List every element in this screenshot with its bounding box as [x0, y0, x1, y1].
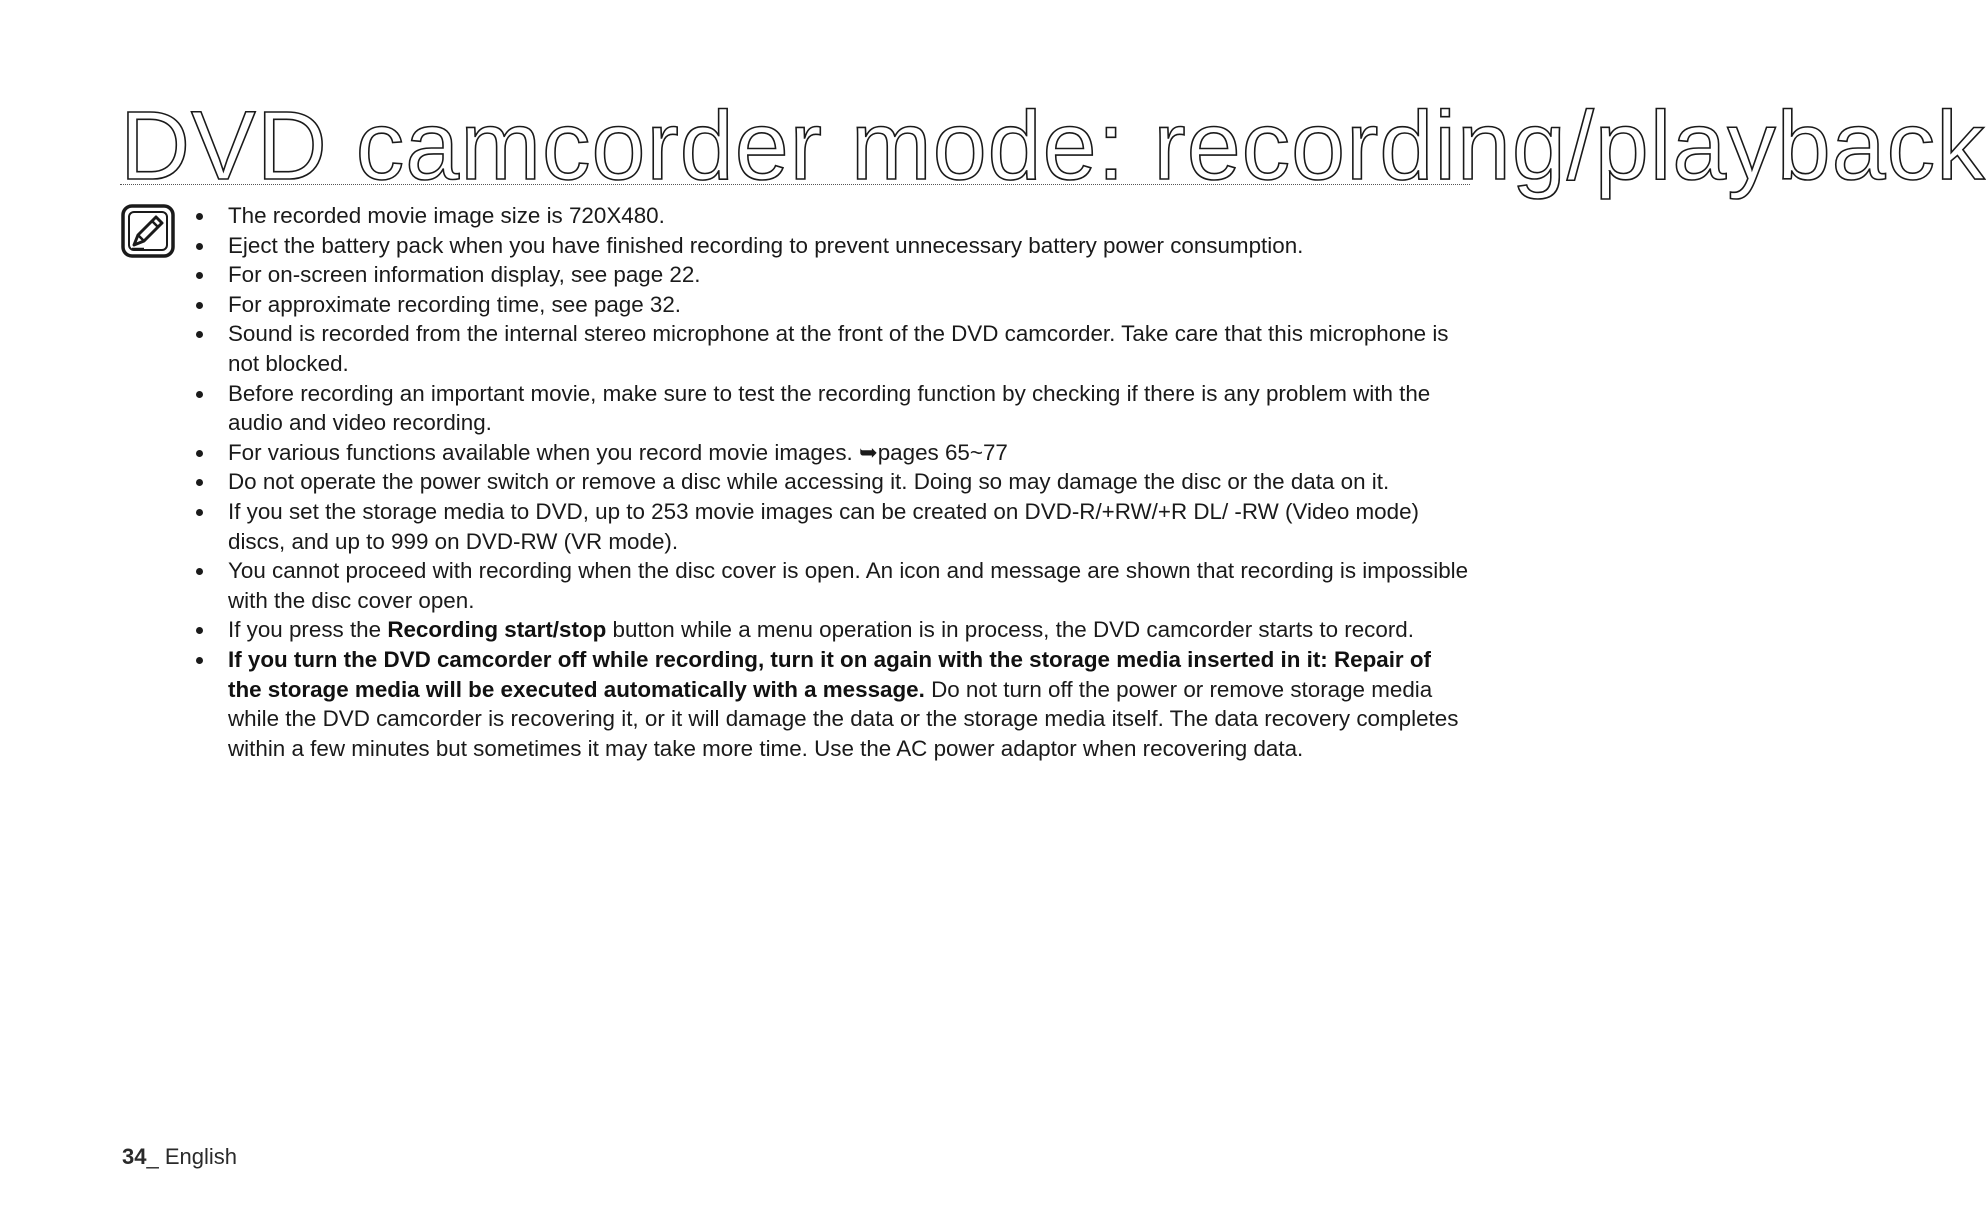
bullet-dot-icon — [196, 243, 203, 250]
list-item — [180, 260, 1470, 290]
bullet-dot-icon — [196, 509, 203, 516]
note-text-bold: Recording start/stop — [387, 617, 607, 643]
bullet-dot-icon — [196, 302, 203, 309]
page-number: 34 — [122, 1144, 147, 1169]
note-text-bold: If you turn the DVD camcorder off while recording, turn it on again with the storage media inserted in it: Repair of the storage media will be executed automatically with a message. — [228, 646, 1432, 702]
list-item — [180, 438, 1470, 468]
list-item — [180, 615, 1470, 645]
list-item — [180, 290, 1470, 320]
list-item — [180, 379, 1470, 438]
bullet-dot-icon — [196, 391, 203, 398]
page-title: DVD camcorder mode: recording/playback — [120, 91, 1986, 200]
title-rule — [120, 84, 1986, 200]
note-text-after: button while a menu operation is in process, the DVD camcorder starts to record. — [606, 617, 1414, 643]
note-text-after: Do not turn off the power or remove storage media while the DVD camcorder is recovering it, or it will damage the data or the storage media itself. The data recovery completes within a few minutes but sometimes it may take more time. Use the AC power adaptor when recovering data. — [228, 676, 1459, 761]
list-item — [180, 645, 1470, 763]
bullet-dot-icon — [196, 627, 203, 634]
note-pencil-icon — [120, 203, 176, 259]
list-item — [180, 467, 1470, 497]
list-item — [180, 201, 1470, 231]
footer-separator: _ — [146, 1144, 165, 1169]
bullet-dot-icon — [196, 657, 203, 664]
bullet-dot-icon — [196, 331, 203, 338]
bullet-dot-icon — [196, 272, 203, 279]
list-item — [180, 497, 1470, 556]
footer-language: English — [164, 1144, 237, 1169]
bullet-dot-icon — [196, 450, 203, 457]
page-footer — [122, 1144, 237, 1170]
notes-list — [180, 201, 1470, 763]
note-text: The recorded movie image size is 720X480. — [228, 203, 665, 228]
note-text: Before recording an important movie, make sure to test the recording function by checking if there is any problem with the audio and video recording. — [228, 380, 1431, 436]
list-item — [180, 556, 1470, 615]
note-text: If you set the storage media to DVD, up to 253 movie images can be created on DVD-R/+RW/+R DL/ -RW (Video mode) discs, and up to 999 on DVD-RW (VR mode). — [228, 498, 1419, 554]
note-text: Sound is recorded from the internal stereo microphone at the front of the DVD camcorder. Take care that this microphone is not blocked. — [228, 321, 1449, 376]
note-text-before: If you press the — [228, 617, 388, 643]
bullet-dot-icon — [196, 479, 203, 486]
note-text: Eject the battery pack when you have finished recording to prevent unnecessary battery power consumption. — [228, 232, 1304, 258]
bullet-dot-icon — [196, 568, 203, 575]
note-text: You cannot proceed with recording when the disc cover is open. An icon and message are shown that recording is impossible with the disc cover open. — [228, 558, 1469, 613]
note-text: For on-screen information display, see page 22. — [228, 262, 701, 288]
note-text: For various functions available when you record movie images. ➥pages 65~77 — [228, 439, 1008, 465]
list-item — [180, 231, 1470, 261]
bullet-dot-icon — [196, 213, 203, 220]
list-item — [180, 319, 1470, 378]
note-text: For approximate recording time, see page 32. — [228, 291, 682, 317]
note-text: Do not operate the power switch or remove a disc while accessing it. Doing so may damage the disc or the data on it. — [228, 469, 1390, 495]
